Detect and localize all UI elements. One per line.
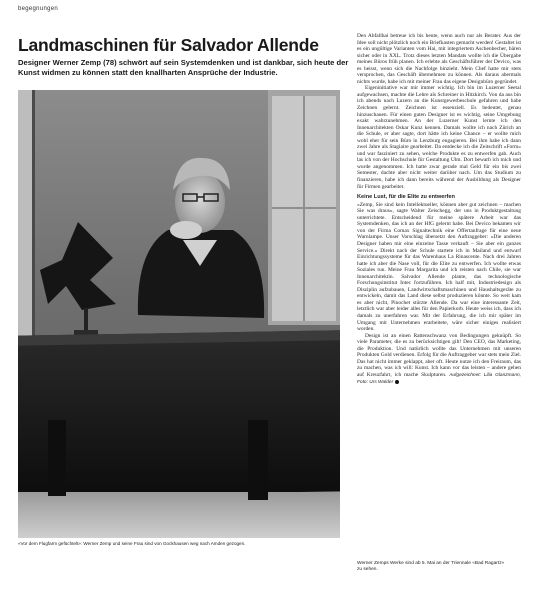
headline: Landmaschinen für Salvador Allende — [18, 35, 319, 55]
author-credit: Aufgezeichnet: Lilia Glanzmann, Foto: Urs Walder — [357, 372, 521, 386]
paragraph: «Zemp, Sie sind kein Intellektueller, können aber gut zeichnen – machen Sie was draus», sagte Walter Zeischegg, der uns in Produktgestaltung unterrichtete. Entscheidend für meine spätere Arbeit war das Systemdenken, das ich an der HfG gelernt habe. Bei Devico bekamen wir von der Firma Comax Signaltechnik eine Offertanfrage für eine neue Warnlampe. Unser Vorschlag übersetzt den Auftraggeber: «Die anderen Designer haben mir eine einzelne Tasse verkauft – Sie aber ein ganzes Service.» Direkt nach der Schule startete ich in Mailand und entwarf Einrichtungssysteme für das Warenhaus La Rinascente. Nach drei Jahren hatte ich aber die Nase voll, für die Elite zu entwerfen. Ich wollte etwas Soziales tun. Meine Frau Margarita und ich reisten nach Chile, sie war Innenarchitektin. Salvador Allende plante, das technologische Forschungsinstitut Intec fortzuführen. Ich half mit, Industriedesign als Disziplin aufzubauen, Landwirtschaftsmaschinen und Haushaltsgeräte zu entwickeln, damit das Land diese selbst produzieren könnte. So weit kam es aber nicht, Pinochet stürzte Allende. Da war eine interessante Zeit, letztlich war aber leider alles für den Papierkorb. Heute weiss ich, dass ich damals zu unerfahren war. Mit der Erfahrung, die ich mir später im Umgang mit Unternehmen erarbeitete, wäre sicher einiges realisiert worden. — [357, 201, 521, 333]
exhibition-note: Werner Zemps Werke sind ab 5. Mai an der Triennale «Bad Ragartz» zu sehen. — [357, 561, 505, 572]
portrait-photo — [18, 90, 340, 538]
section-label: begegnungen — [18, 6, 59, 12]
portrait-illustration — [18, 90, 340, 538]
paragraph-text: Design ist an einen Rattenschwanz von Bedingungen geknüpft. So viele Parameter, die es zu berücksichtigen gilt! Den CEO, das Marketing, die Produktion. Und natürlich wollte das Unternehmen mit unseren Produkten Gold verdienen. Erfolg für die Auftraggeber war stets mein Ziel. Das hat nicht immer geklappt, aber oft. Heute nutze ich den Freiraum, das zu machen, was ich will: Kunst. Ich kann vor das leisten – andere gehen auf Kreuzfahrt, ich mache Skulpturen. — [357, 332, 521, 378]
lede: Designer Werner Zemp (78) schwört auf sein Systemdenken und ist dankbar, sich heute der Kunst widmen zu können statt den knallharten Ansprüche der Industrie. — [18, 58, 349, 77]
photo-caption: «Vor dem Flugfarm gefüchtelt»: Werner Zemp und seine Frau sind von Gockhausen weg nach Amden gezogen. — [18, 541, 246, 546]
paragraph: Den Abfallhai betreue ich bis heute, wenn auch nur als Berater. Aus der Idee soll nicht plötzlich noch ein Briefkasten gemacht werden! Gestaltet ist es ein ungültige Varianten vom Hai, mit integriertem Aschenbecher, bären sicher oder in XXL. Trotz dieses letzten Mandats wollte ich die Übergabe meines Büros früh planen. Ich erlebte als Geschäftsführer der Devico, was es heisst, wenn sich die Nachfolge hinzieht. Mein Chef hatte mir stets versprochen, das Geschäft übernehmen zu können. Als daraus abermals nichts wurde, habe ich mit meiner Frau das eigene Designbüro gegründet. — [357, 33, 521, 85]
subheading: Keine Lust, für die Elite zu entwerfen — [357, 194, 455, 201]
paragraph: Eigeninitiative war mir immer wichtig. Ich bin im Luzerner Seetal aufgewachsen, machte die Lehre als Schreiner in Hitzkirch. Von da aus bin ich abends nach Luzern an die Kunstgewerbeschule gefahren und habe Zeichnen gelernt. Zeichnen ist essenziell. Es bedeutet, genau hinzuschauen. Für einen guten Designer ist es wichtig, seine Umgebung exakt wahrzunehmen. An der Luzerner Kunst lernte ich den Innenarchitekten Oskar Kunz kennen. Damals wollte ich nach Zürich an die Schule, er aber sagte, dort hätte ich keine Chance – er wollte mich wohl eher für sein Büro in Lenzburg engagieren. Bei ihm habe ich dann zwei Jahre als Stagiaire gearbeitet. Da entdecke ich die Zeitschrift «Form» und war fasziniert zu sehen, welche Produkte es zu entwerfen gab. Auch las ich von der Hochschule für Gestaltung Ulm. Dort bewarb ich mich und wurde angenommen. Ich hatte zwar gerade mal Geld für ein bis zwei Semester, dachte aber nicht weiter darüber nach. Um das Studium zu finanzieren, habe ich dann bereits während der Ausbildung als Designer für Firmen gearbeitet. — [357, 85, 521, 190]
end-mark-icon — [395, 380, 399, 384]
paragraph — [357, 333, 521, 387]
text-column — [357, 33, 521, 387]
